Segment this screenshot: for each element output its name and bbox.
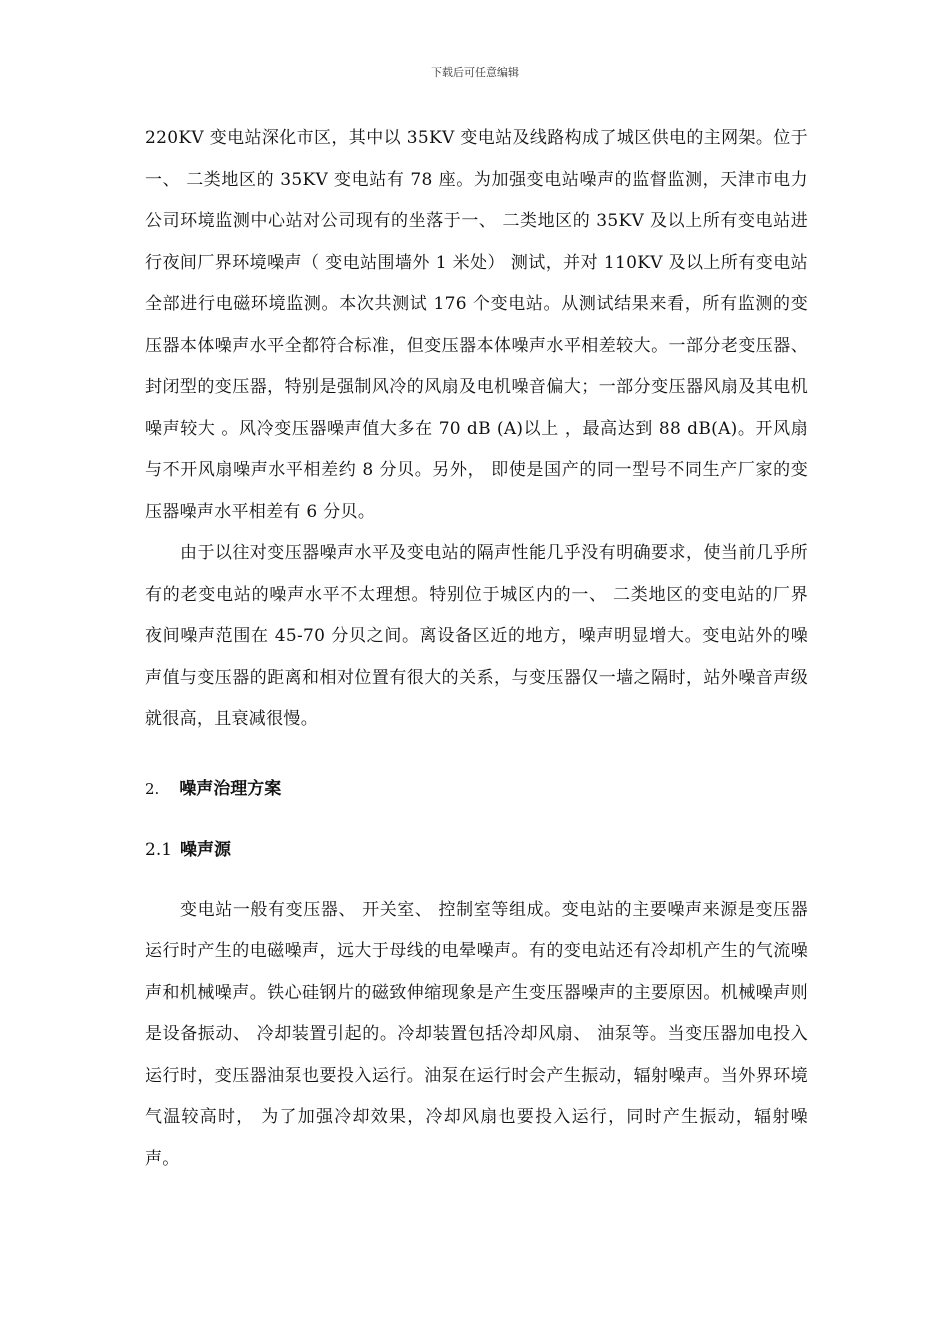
- subsection-number: 2.1: [145, 839, 173, 860]
- page-header: 下载后可任意编辑: [431, 66, 519, 79]
- section-title: 噪声治理方案: [179, 778, 282, 799]
- subsection-title: 噪声源: [180, 839, 232, 860]
- paragraph-noise-status: 由于以往对变压器噪声水平及变电站的隔声性能几乎没有明确要求，使当前几乎所有的老变电站的噪声水平不太理想。特别位于城区内的一、 二类地区的变电站的厂界夜间噪声范围在 45-70 分贝之间。离设备区近的地方，噪声明显增大。变电站外的噪声值与变压器的距离和相对位置有很大的关系，与变压器仅一墙之隔时，站外噪音声级就很高，且衰减很慢。: [145, 543, 808, 729]
- document-body: [145, 118, 808, 1180]
- section-number: 2.: [145, 779, 160, 798]
- section-heading-noise-control: [145, 777, 808, 801]
- paragraph-noise-source: 变电站一般有变压器、 开关室、 控制室等组成。变电站的主要噪声来源是变压器运行时产生的电磁噪声，远大于母线的电晕噪声。有的变电站还有冷却机产生的气流噪声和机械噪声。铁心硅钢片的磁致伸缩现象是产生变压器噪声的主要原因。机械噪声则是设备振动、 冷却装置引起的。冷却装置包括冷却风扇、 油泵等。当变压器加电投入运行时，变压器油泵也要投入运行。油泵在运行时会产生振动，辐射噪声。当外界环境气温较高时， 为了加强冷却效果，冷却风扇也要投入运行，同时产生振动，辐射噪声。: [145, 899, 808, 1169]
- paragraph-substation-survey: 220KV 变电站深化市区，其中以 35KV 变电站及线路构成了城区供电的主网架。位于一、 二类地区的 35KV 变电站有 78 座。为加强变电站噪声的监督监测，天津市电力公司环境监测中心站对公司现有的坐落于一、 二类地区的 35KV 及以上所有变电站进行夜间厂界环境噪声（ 变电站围墙外 1 米处） 测试，并对 110KV 及以上所有变电站全部进行电磁环境监测。本次共测试 176 个变电站。从测试结果来看，所有监测的变压器本体噪声水平全都符合标准，但变压器本体噪声水平相差较大。一部分老变压器、 封闭型的变压器，特别是强制风冷的风扇及电机噪音偏大；一部分变压器风扇及其电机噪声较大 。风冷变压器噪声值大多在 70 dB (A)以上 ，最高达到 88 dB(A)。开风扇与不开风扇噪声水平相差约 8 分贝。另外， 即使是国产的同一型号不同生产厂家的变压器噪声水平相差有 6 分贝。: [145, 128, 808, 522]
- section-heading-noise-source: [145, 838, 808, 862]
